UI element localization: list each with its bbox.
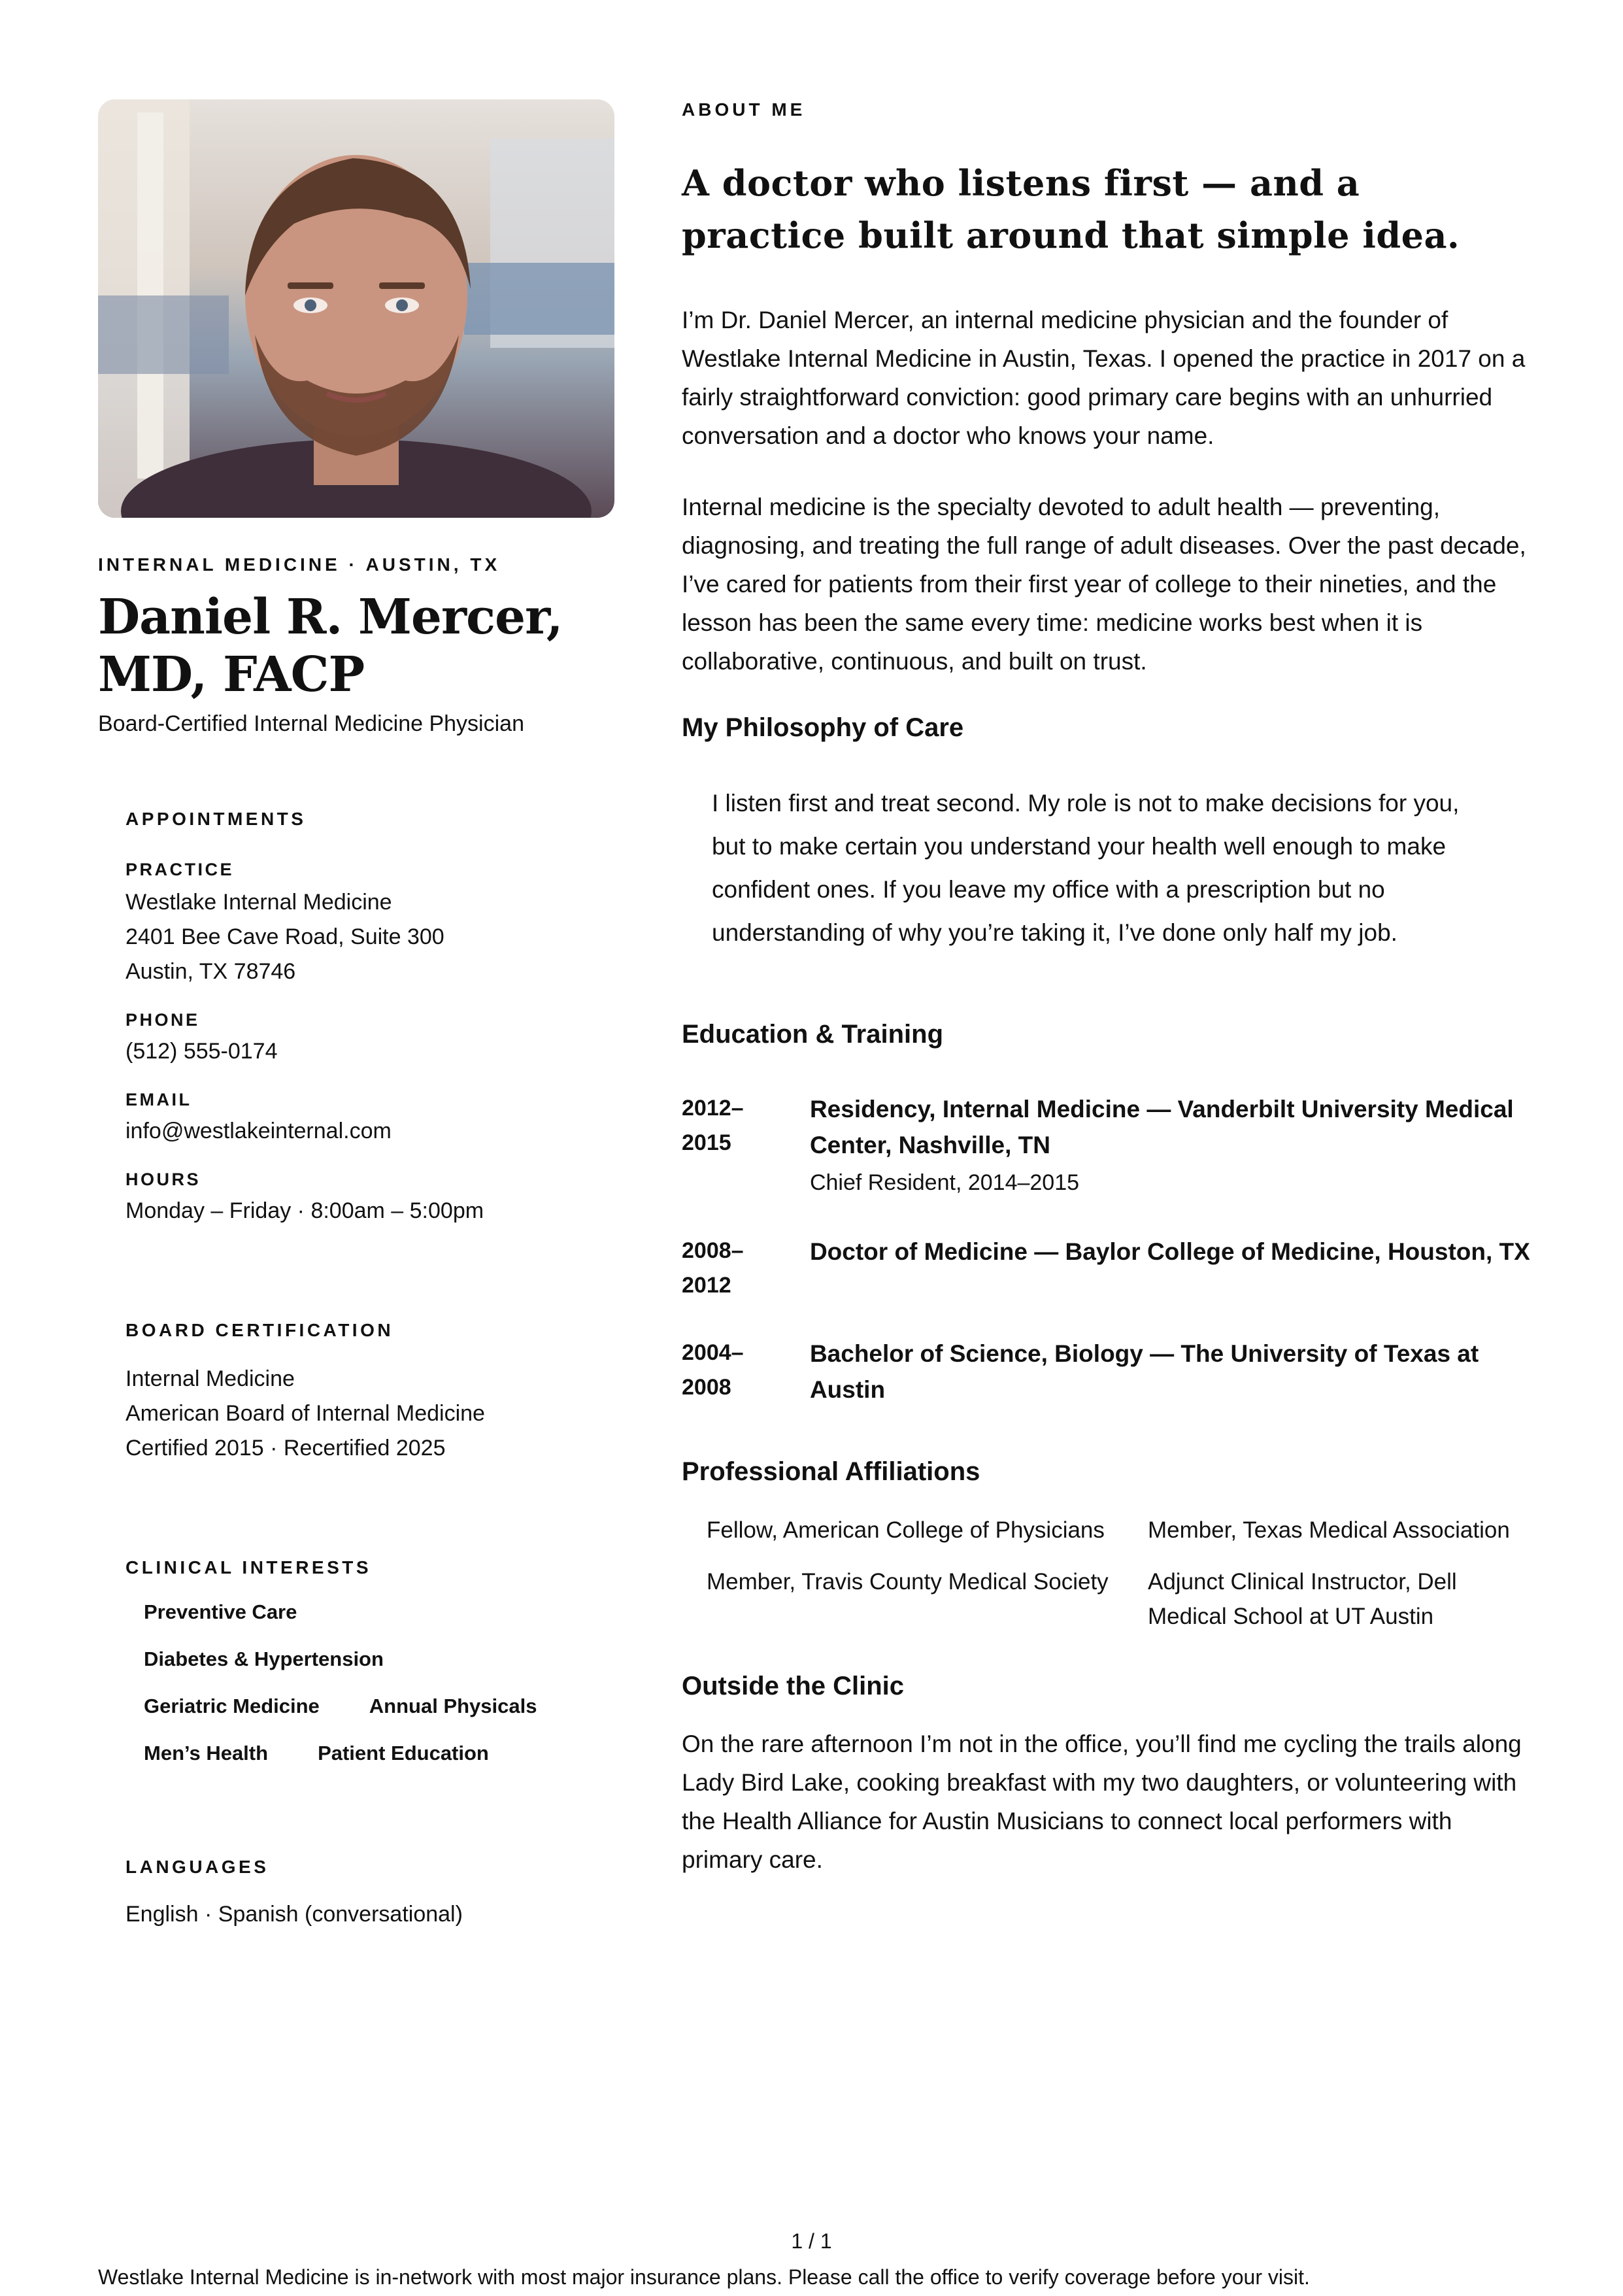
about-headline: A doctor who listens first — and a practice built around that simple idea. xyxy=(682,162,1460,256)
education-entry xyxy=(810,1091,1531,1202)
affiliation-item: Member, Texas Medical Association xyxy=(1148,1517,1510,1543)
education-years xyxy=(682,1234,810,1303)
practice-street: 2401 Bee Cave Road, Suite 300 xyxy=(125,924,444,949)
education-end-year: 2012 xyxy=(682,1273,731,1298)
certification-details xyxy=(125,1362,614,1466)
certification-specialty: Internal Medicine xyxy=(125,1366,295,1391)
interest-tag: Men’s Health xyxy=(144,1742,269,1764)
doctor-name: Daniel R. Mercer, MD, FACP xyxy=(98,589,563,703)
affiliations-heading: Professional Affiliations xyxy=(682,1457,980,1486)
outside-heading: Outside the Clinic xyxy=(682,1672,905,1700)
portrait-illustration xyxy=(98,99,614,518)
main-content xyxy=(682,99,1531,1912)
certification-section xyxy=(125,1320,614,1466)
certification-dates: Certified 2015 · Recertified 2025 xyxy=(125,1436,446,1460)
office-hours: Monday – Friday · 8:00am – 5:00pm xyxy=(125,1198,484,1223)
page-number: 1 / 1 xyxy=(791,2229,832,2253)
education-note: Chief Resident, 2014–2015 xyxy=(809,1170,1080,1195)
education-end-year: 2015 xyxy=(682,1130,731,1155)
practice-city: Austin, TX 78746 xyxy=(125,959,296,984)
affiliation-item: Adjunct Clinical Instructor, Dell Medical School at UT Austin xyxy=(1148,1569,1457,1629)
specialty-eyebrow: INTERNAL MEDICINE · AUSTIN, TX xyxy=(98,554,501,575)
sidebar xyxy=(98,99,614,1932)
certification-board: American Board of Internal Medicine xyxy=(125,1401,485,1426)
phone-label: PHONE xyxy=(125,1010,200,1030)
appointments-heading: APPOINTMENTS xyxy=(125,809,307,829)
phone-number[interactable]: (512) 555-0174 xyxy=(125,1039,278,1064)
interest-tag: Preventive Care xyxy=(144,1600,297,1623)
affiliations-grid xyxy=(707,1513,1531,1634)
email-address[interactable]: info@westlakeinternal.com xyxy=(125,1119,392,1143)
education-start-year: 2008– xyxy=(682,1238,744,1263)
education-item xyxy=(682,1091,1531,1202)
interest-tag: Annual Physicals xyxy=(369,1695,537,1717)
certification-heading: BOARD CERTIFICATION xyxy=(125,1320,394,1340)
philosophy-heading: My Philosophy of Care xyxy=(682,713,964,742)
affiliation-item: Member, Travis County Medical Society xyxy=(707,1569,1109,1595)
philosophy-quote: I listen first and treat second. My role is not to make decisions for you, but to make certain you understand your health well enough to make confident ones. If you leave my office with a prescription but no understanding of why you’re taking it, I’ve done only half my job. xyxy=(712,790,1460,946)
education-entry xyxy=(810,1336,1531,1408)
about-paragraph: I’m Dr. Daniel Mercer, an internal medicine physician and the founder of Westlake Internal Medicine in Austin, Texas. I opened the practice in 2017 on a fairly straightforward conviction: good primary care begins with an unhurried conversation and a doctor who knows your name. xyxy=(682,307,1526,449)
email-label: EMAIL xyxy=(125,1090,192,1109)
education-end-year: 2008 xyxy=(682,1375,731,1400)
interests-section xyxy=(125,1557,614,1777)
interest-tag: Geriatric Medicine xyxy=(144,1695,320,1717)
education-title: Residency, Internal Medicine — Vanderbilt University Medical Center, Nashville, TN xyxy=(809,1096,1514,1158)
appointments-section xyxy=(125,809,614,1228)
education-item xyxy=(682,1234,1531,1303)
practice-name: Westlake Internal Medicine xyxy=(125,890,392,915)
portrait-photo xyxy=(98,99,614,518)
doctor-title: Board-Certified Internal Medicine Physician xyxy=(98,711,524,736)
outside-paragraph: On the rare afternoon I’m not in the office, you’ll find me cycling the trails along Lady Bird Lake, cooking breakfast with my two daughters, or volunteering with the Health Alliance for Austin Musicians to connect local performers with primary care. xyxy=(682,1730,1522,1873)
practice-address xyxy=(125,885,614,989)
about-paragraph: Internal medicine is the specialty devoted to adult health — preventing, diagnosing, and treating the full range of adult diseases. Over the past decade, I’ve cared for patients from their first year of college to their nineties, and the lesson has been the same every time: medicine works best when it is collaborative, continuous, and built on trust. xyxy=(682,494,1526,675)
education-start-year: 2004– xyxy=(682,1340,744,1365)
about-heading: ABOUT ME xyxy=(682,99,806,120)
affiliation-item: Fellow, American College of Physicians xyxy=(707,1517,1105,1543)
education-title: Bachelor of Science, Biology — The University of Texas at Austin xyxy=(809,1340,1479,1403)
interest-tag: Patient Education xyxy=(318,1742,489,1764)
interest-tags xyxy=(118,1589,588,1777)
interest-tag: Diabetes & Hypertension xyxy=(144,1647,384,1670)
languages-heading: LANGUAGES xyxy=(125,1857,269,1877)
insurance-note: Westlake Internal Medicine is in-network with most major insurance plans. Please call the office to verify coverage before your visit. xyxy=(98,2265,1310,2289)
languages-spoken: English · Spanish (conversational) xyxy=(125,1902,463,1927)
education-item xyxy=(682,1336,1531,1408)
languages-section xyxy=(125,1857,614,1932)
education-entry xyxy=(810,1234,1531,1303)
hours-label: HOURS xyxy=(125,1170,201,1189)
education-title: Doctor of Medicine — Baylor College of Medicine, Houston, TX xyxy=(809,1238,1530,1265)
education-years xyxy=(682,1091,810,1202)
education-heading: Education & Training xyxy=(682,1020,944,1049)
education-start-year: 2012– xyxy=(682,1096,744,1121)
education-years xyxy=(682,1336,810,1408)
interests-heading: CLINICAL INTERESTS xyxy=(125,1557,372,1578)
practice-label: PRACTICE xyxy=(125,860,235,879)
